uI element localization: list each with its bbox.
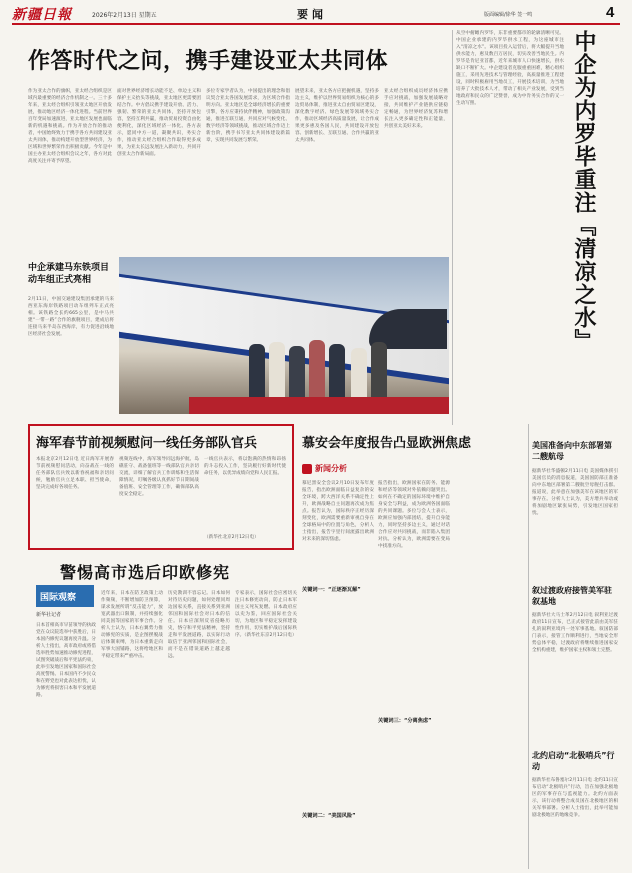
top-story-body-5: 亚太经合组织成员经济体应携手应对挑战，加强发展战略对接，共同维护产业链供应链稳定畅通，为世界经济复苏和增长注入更多确定性和正能量，共创亚太美好未来。 bbox=[384, 89, 448, 129]
newspaper-logo: 新疆日報 bbox=[12, 7, 72, 23]
column-divider bbox=[452, 30, 453, 425]
munich-body-1: 慕尼黑安全会议2月10日发布年度报告，指出欧洲面临日益复杂的安全环境，跨大西洋关系不确定性上升，欧洲战略自主问题再次成为焦点。报告认为，国际秩序正经历深刻变化，欧洲需要重新审视自身在全球格局中的位置与角色，分析人士指出，报告字里行间流露出欧洲对未来的深切焦虑。 bbox=[302, 481, 374, 542]
issue-date: 2026年2月13日 星期五 bbox=[92, 12, 157, 19]
munich-body-2: 报告指出，欧洲国家在防务、能源和经济等领域对外依赖问题突出。如何在不确定的国际环境中维护自身安全与利益，成为欧洲各国面临的共同课题。多位与会人士表示，欧洲应加强内部团结，提升自身能力，同时坚持多边主义，通过对话合作应对共同挑战，而非陷入集团对抗。分析认为，欧洲需要在变局中找准方向。 bbox=[378, 481, 450, 549]
top-story-body-2: 面对世界经济增长动能不足、单边主义和保护主义抬头等挑战，亚太地区更需要团结合作。中方倡议携手建设开放、活力、强韧、繁荣的亚太共同体，坚持开放包容，坚持互利共赢，推动贸易投资自由化便利化，深化区域经济一体化。各方表示，愿同中方一道，凝聚共识，务实合作，推动亚太经合组织合作取得更多成果，为亚太长远发展注入新动力，共同开创亚太合作新局面。 bbox=[117, 89, 201, 157]
right-story-body-1: 从空中俯瞰内罗毕，东非重要都市的轮廓清晰可见。中国企业承建的内罗毕供水工程，为这座城市注入“清凉之水”。该项目投入运营后，将大幅提升当地供水能力，惠及数百万居民，切实改善当地民生。内罗毕是肯尼亚首都，近年来城市人口快速增长，供水缺口不断扩大。中企建设者克服重重困难，精心组织施工，采用先进技术与管理经验，高质量推进工程建设，同时积极雇用当地员工，开展技术培训，为当地培养了大批技术人才，带动了相关产业发展，受到当地政府和民众的广泛赞誉，成为中肯务实合作的又一生动写照。 bbox=[456, 31, 564, 106]
page-number: 4 bbox=[606, 4, 615, 21]
brief-1-body: 据新华社华盛顿2月11日电 美国媒体援引美国官员的消息报道，美国国防部正准备向中东地区部署第二艘航空母舰打击群。报道说，此举意在加强美军在该地区的军事存在。分析人士认为，美方增兵举动或将加剧地区紧张局势，引发地区国家担忧。 bbox=[532, 469, 618, 516]
brief-2-body: 据新华社大马士革2月12日电 叙利亚过渡政府11日宣布，已正式接管此前由美军驻扎的叙利亚境内一处军事基地。叙国防部门表示，接管工作顺利进行，当地安全形势总体平稳，过渡政府将继续推进国家安全机构重建，维护国家主权和领土完整。 bbox=[532, 613, 618, 653]
analysis-kicker-icon bbox=[302, 464, 312, 474]
top-story-body-1: 作为亚太合作的旗帜，亚太经合组织是区域内最重要的经济合作机制之一。三十多年来，亚太经合组织引领亚太地区开放发展，推动地区经济一体化进程。当前世界百年变局加速演进，亚太地区发展也面临新的机遇和挑战。作为开放合作的推动者，中国始终致力于携手各方共同建设亚太共同体，推动构建开放型世界经济，为区域和世界繁荣作出积极贡献。今年是中国主办亚太经合组织会议之年，各方对此高度关注并寄予厚望。 bbox=[28, 89, 112, 164]
munich-subhead-3: 关键词三：“分离焦虑” bbox=[378, 718, 432, 724]
munich-headline: 慕安会年度报告凸显欧洲焦虑 bbox=[302, 436, 472, 451]
briefs-divider bbox=[528, 424, 529, 869]
masthead-rule bbox=[12, 23, 620, 25]
top-story-body-3: 多位专家学者认为，中国提出的理念和倡议契合亚太各国发展需求，为区域合作指明方向。亚太地区是全球经济增长的重要引擎，各方应秉持伙伴精神，加强政策沟通，推进互联互通，共同应对气候变化、数字经济等领域挑战，推动区域合作迈上新台阶，携手书写亚太共同体建设新篇章，实现共同发展与繁荣。 bbox=[206, 89, 290, 143]
right-column-headline bbox=[570, 30, 618, 425]
japan-body-1: 日本首相高市早苗领导的执政党在众议院选举中获胜后，日本国内修宪议题再度升温。分析人士指出，高市政府或将借选举胜势加速推动修宪进程，试图突破战后和平宪法约束，此举引发地区国家和国际社会高度警惕。日本国内不少民众和在野党也对此表达担忧，认为修宪将损害日本和平发展道路。 bbox=[36, 623, 96, 698]
photo-caption-body: 2月11日，中国交通建设集团承建的马来西亚东海岸铁路项目动车组列车正式亮相。该铁路全长约665公里，是中马共建“一带一路”合作的旗舰项目，建成后将连接马来半岛东西海岸，有力促进沿线地区经济社会发展。 bbox=[28, 297, 114, 337]
japan-body-2: 近年来，日本在防卫政策上动作频频，不断增加防卫预算，谋求发展所谓“反击能力”，放宽武器出口限制，并持续强化同美国等国家的军事合作。分析人士认为，日本右翼势力推动修宪的实质，是企图摆脱战后体制束缚，为日本重新走向军事大国铺路，这将给地区和平稳定带来严重冲击。 bbox=[101, 591, 163, 659]
page-editors: 版面编辑/徐华 签一鸣 bbox=[484, 12, 533, 18]
navy-story-source: （新华社北京2月12日电） bbox=[204, 535, 259, 540]
railway-photo bbox=[119, 257, 449, 414]
red-carpet bbox=[189, 397, 449, 414]
japan-body-3: 历史教训不容忘记。日本如何对待历史问题，如何处理同周边国家关系，直接关系到亚洲邻国和国际社会对日本的信任。日本应深刻反省侵略历史，恪守和平宪法精神，坚持走和平发展道路，以实际行动取信于亚洲邻国和国际社会，而不是在错误道路上越走越远。 bbox=[168, 591, 230, 659]
navy-story-body-1: 本报北京2月12日电 近日海军开展春节前视频慰问活动，向奋战在一线的任务部队官兵致以新春祝福和亲切问候，勉励官兵立足本职、担当使命，坚决完成好各项任务。 bbox=[36, 457, 114, 490]
japan-byline: 新华社记者 bbox=[36, 612, 62, 618]
munich-kicker: 新闻分析 bbox=[315, 464, 347, 473]
brief-2-title: 叙过渡政府接管美军驻叙基地 bbox=[532, 586, 612, 606]
navy-headline: 海军春节前视频慰问一线任务部队官兵 bbox=[36, 436, 258, 451]
right-headline-text: 中企为内罗毕重注『清凉之水』 bbox=[571, 30, 596, 352]
navy-story-body-2: 视频连线中，海军领导同远海护航、岛礁驻守、战备值班等一线部队官兵亲切交流，详细了解官兵工作训练和生活保障情况，叮嘱各级认真抓好节日期间战备值班、安全管理等工作，确保部队高度安全稳定。 bbox=[119, 457, 199, 497]
munich-subhead-2: 关键词二：“美国风险” bbox=[302, 813, 356, 819]
caption-title-line1: 中企承建马东铁项目 bbox=[28, 263, 110, 273]
masthead bbox=[12, 2, 620, 24]
navy-story-body-3: 一线官兵表示，将以饱满的热情和昂扬的斗志投入工作，坚决履行好新时代使命任务，以优异成绩向党和人民汇报。 bbox=[204, 457, 286, 476]
japan-body-4: 专家表示，国际社会应密切关注日本修宪动向，防止日本军国主义死灰复燃。日本政府应以史为鉴，回应国际社会关切，为地区和平稳定发挥建设性作用，切实维护战后国际秩序。（新华社东京2月12日电） bbox=[235, 591, 297, 638]
japan-headline: 警惕高市选后印欧修宪 bbox=[60, 563, 231, 582]
intl-watch-text: 国际观察 bbox=[40, 593, 77, 603]
intl-watch-label bbox=[36, 585, 94, 607]
section-title: 要闻 bbox=[297, 8, 327, 21]
munich-subhead-1: 关键词一：“正逐渐瓦解” bbox=[302, 587, 361, 593]
top-headline: 作答时代之问，携手建设亚太共同体 bbox=[28, 49, 389, 74]
brief-3-title: 北约启动“北极哨兵”行动 bbox=[532, 751, 615, 771]
top-story-body-4: 展望未来，亚太各方应把握机遇，坚持多边主义，维护以世界贸易组织为核心的多边贸易体制，推进亚太自由贸易区建设，深化数字经济、绿色发展等领域务实合作，推动区域经济高质量发展，让合作成果更多惠及各国人民，共同建设开放包容、创新增长、互联互通、合作共赢的亚太共同体。 bbox=[295, 89, 379, 143]
caption-title-line2: 动车组正式亮相 bbox=[28, 275, 92, 285]
brief-1-title: 美国准备向中东部署第二艘航母 bbox=[532, 441, 612, 461]
photo-caption-title bbox=[28, 262, 116, 286]
brief-3-body: 据新华社布鲁塞尔2月11日电 北约11日宣布启动“北极哨兵”行动，旨在加强北极地区的军事存在与监视能力。北约方面表示，该行动将整合成员国在北极地区的相关军事部署。分析人士指出，此举可能加剧北极地区的地缘竞争。 bbox=[532, 778, 618, 818]
